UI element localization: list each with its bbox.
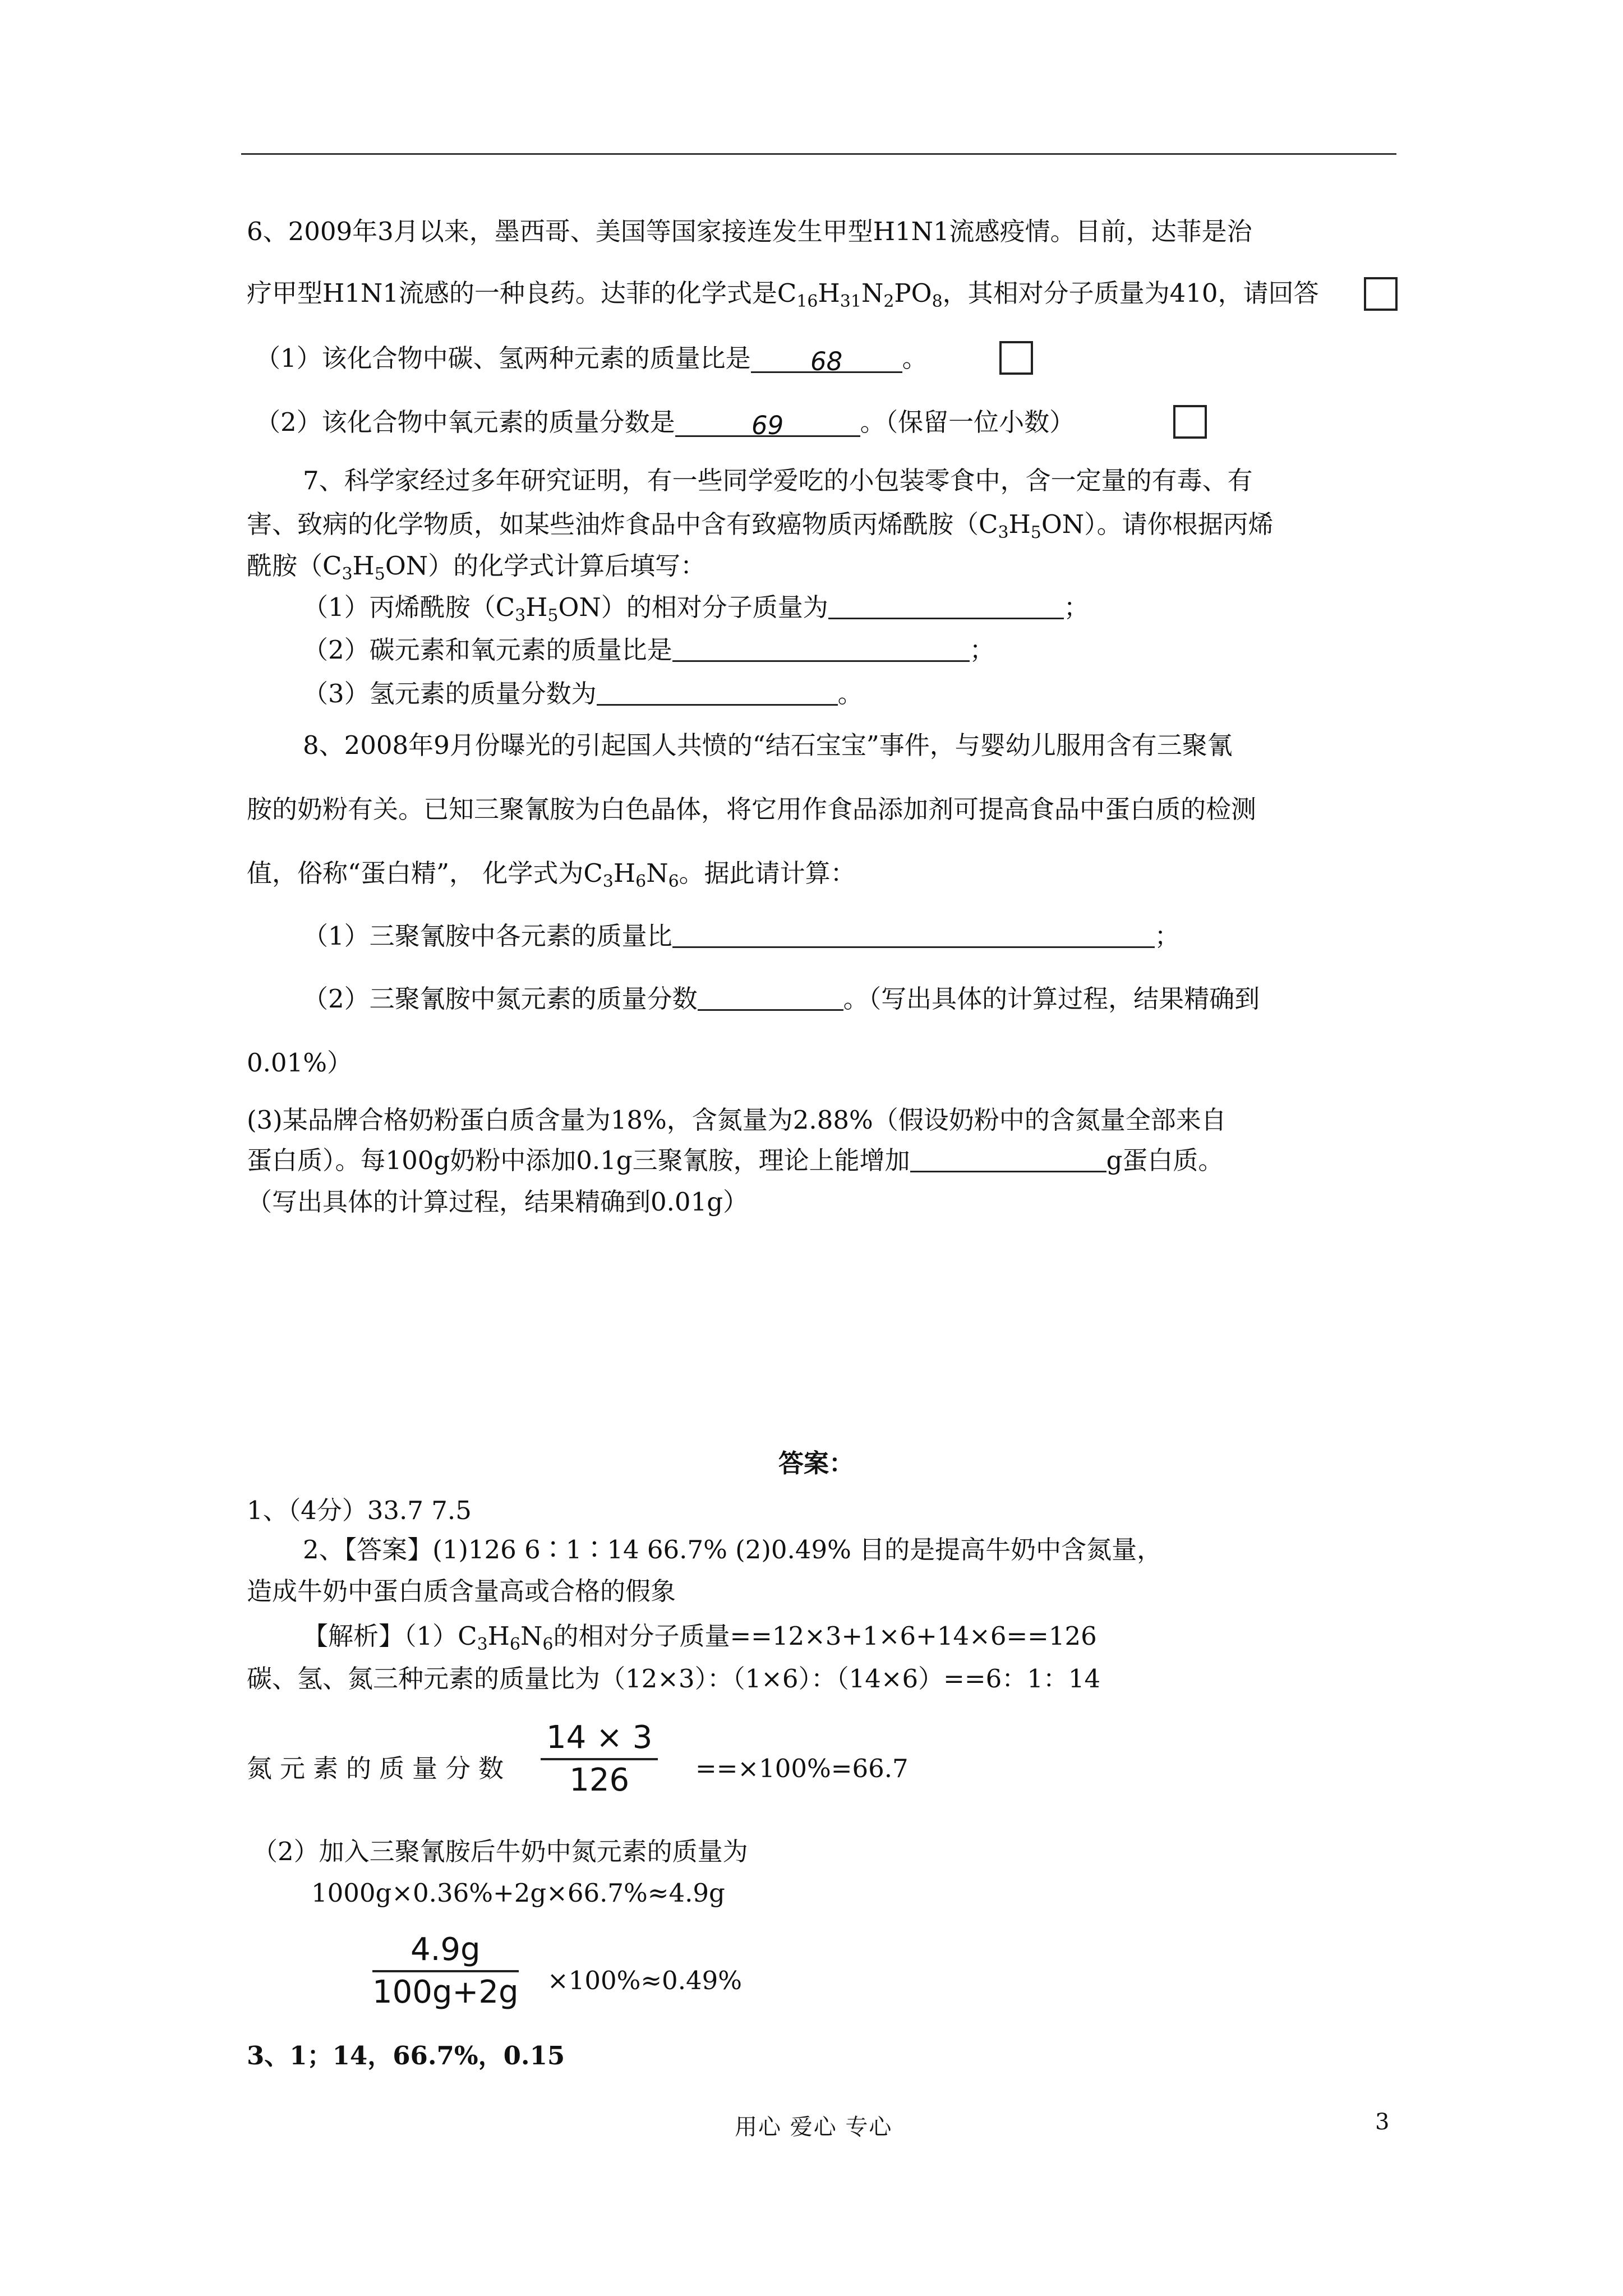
answer-2-line1: 2、【答案】(1)126 6∶1∶14 66.7% (2)0.49% 目的是提高牛奶中含氮量， bbox=[303, 1535, 1163, 1565]
q8-part3-line3: （写出具体的计算过程，结果精确到0.01g） bbox=[247, 1187, 749, 1217]
part2-line: （2）加入三聚氰胺后牛奶中氮元素的质量为 bbox=[252, 1837, 748, 1866]
q7-line1: 7、科学家经过多年研究证明，有一些同学爱吃的小包装零食中，含一定量的有毒、有 bbox=[303, 466, 1253, 495]
q7-part2: （2）碳元素和氧元素的质量比是 ； bbox=[303, 635, 995, 665]
answer-checkbox[interactable] bbox=[1173, 405, 1207, 439]
q8-line1: 8、2008年9月份曝光的引起国人共愤的“结石宝宝”事件，与婴幼儿服用含有三聚氰 bbox=[303, 730, 1233, 760]
q7-line3: 酰胺$(C_3H_5ON)$的化学式计算后填写： bbox=[247, 551, 706, 584]
q8-line3: 值，俗称“蛋白精”， 化学式为$C_3H_6N_6$。据此请计算： bbox=[247, 858, 856, 891]
nitrogen-fraction-label: 氮元素的质量分数 bbox=[247, 1754, 512, 1783]
q7-line2: 害、致病的化学物质，如某些油炸食品中含有致癌物质丙烯酰胺$(C_3H_5ON)$。请你根据丙烯 bbox=[247, 509, 1274, 542]
fraction-result: ==×100%=66.7 bbox=[695, 1754, 909, 1783]
q8-part2-blank[interactable] bbox=[698, 983, 843, 1011]
q8-part2-cont: 0.01%） bbox=[247, 1048, 352, 1078]
ratio-line: 碳、氢、氮三种元素的质量比为（12×3）：（1×6）：（14×6）==6：1：14 bbox=[247, 1664, 1101, 1694]
q7-part3: （3）氢元素的质量分数为 。 bbox=[303, 679, 863, 708]
footer-motto: 用心 爱心 专心 bbox=[735, 2114, 893, 2140]
q8-part2: （2）三聚氰胺中氮元素的质量分数 。（写出具体的计算过程，结果精确到 bbox=[303, 984, 1260, 1014]
fraction-denominator: 100g+2g bbox=[372, 1974, 519, 2010]
fraction-nitrogen bbox=[541, 1718, 658, 1801]
answers-title: 答案： bbox=[778, 1448, 855, 1478]
q6-part1: （1）该化合物中碳、氢两种元素的质量比是 68 。 bbox=[255, 343, 928, 376]
q7-part1: （1）丙烯酰胺$(C_3H_5ON)$的相对分子质量为 ； bbox=[303, 592, 1089, 625]
answer-checkbox[interactable] bbox=[999, 341, 1033, 375]
answer-2-line2: 造成牛奶中蛋白质含量高或合格的假象 bbox=[247, 1576, 676, 1606]
answer-1: 1、（4分）33.7 7.5 bbox=[247, 1496, 472, 1525]
q6-part2-answer: 69 bbox=[751, 411, 784, 440]
fraction-numerator: 14 × 3 bbox=[546, 1719, 653, 1756]
q8-part3-line1: (3)某品牌合格奶粉蛋白质含量为18%，含氮量为2.88%（假设奶粉中的含氮量全部来自 bbox=[247, 1105, 1227, 1135]
header-rule bbox=[241, 153, 1396, 155]
q8-line2: 胺的奶粉有关。已知三聚氰胺为白色晶体，将它用作食品添加剂可提高食品中蛋白质的检测 bbox=[247, 794, 1257, 824]
q6-part2: （2）该化合物中氧元素的质量分数是 69 。（保留一位小数） bbox=[255, 407, 1075, 440]
q6-line2: 疗甲型H1N1流感的一种良药。达菲的化学式是$C_{16}H_{31}N_2PO_8$，其相对分子质量为410，请回答 bbox=[247, 278, 1319, 311]
q7-part2-blank[interactable] bbox=[672, 634, 970, 662]
fraction-percentage bbox=[372, 1930, 519, 2013]
q8-part1-blank[interactable] bbox=[672, 921, 1155, 948]
page-number: 3 bbox=[1375, 2109, 1390, 2135]
q8-part3-line2: 蛋白质）。每100g奶粉中添加0.1g三聚氰胺，理论上能增加 g蛋白质。 bbox=[247, 1145, 1224, 1175]
q7-part1-blank[interactable] bbox=[828, 592, 1064, 619]
q7-part3-blank[interactable] bbox=[597, 678, 838, 706]
q6-line1: 6、2009年3月以来，墨西哥、美国等国家接连发生甲型H1N1流感疫情。目前，达菲是治 bbox=[247, 217, 1252, 246]
fraction-result: ×100%≈0.49% bbox=[547, 1966, 743, 1995]
fraction-denominator: 126 bbox=[569, 1762, 630, 1798]
q8-part3-blank[interactable] bbox=[910, 1145, 1106, 1172]
q6-part1-answer: 68 bbox=[810, 347, 843, 376]
answer-3: 3、1；14，66.7%，0.15 bbox=[247, 2041, 565, 2070]
analysis-line: 【解析】$(1)C_3H_6N_6$的相对分子质量==12×3+1×6+14×6==126 bbox=[303, 1621, 1097, 1654]
calc-line: 1000g×0.36%+2g×66.7%≈4.9g bbox=[311, 1878, 725, 1908]
q8-part1: （1）三聚氰胺中各元素的质量比 ； bbox=[303, 921, 1180, 951]
answer-checkbox[interactable] bbox=[1364, 277, 1398, 311]
fraction-numerator: 4.9g bbox=[410, 1931, 481, 1968]
